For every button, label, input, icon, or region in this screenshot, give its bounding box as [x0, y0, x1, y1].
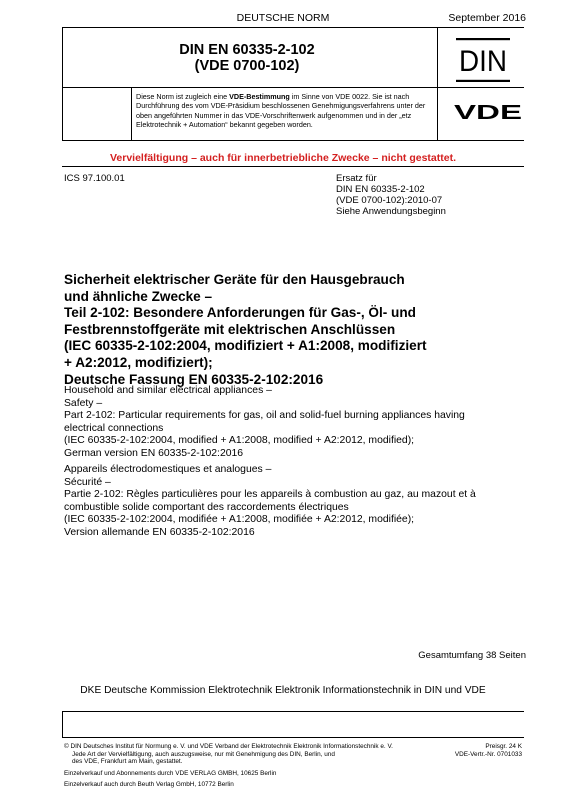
title-en-line: electrical connections [64, 422, 164, 434]
reproduction-notice: Vervielfältigung – auch für innerbetriebliche Zwecke – nicht gestattet. [109, 152, 456, 164]
title-fr-line: Version allemande EN 60335-2-102:2016 [64, 526, 255, 538]
copyright-line: © DIN Deutsches Institut für Normung e. V. und VDE Verband der Elektrotechnik Elektronik Informationstechnik e. V. [64, 743, 393, 750]
dke-committee: DKE Deutsche Kommission Elektrotechnik Elektronik Informationstechnik in DIN und VDE [80, 685, 486, 696]
left-footer-frame-line [62, 711, 63, 737]
title-de-line: Sicherheit elektrischer Geräte für den Hausgebrauch [64, 272, 405, 287]
title-fr-line: combustible solide comportant des raccordements électriques [64, 501, 349, 513]
title-de-line: + A2:2012, modifiziert); [64, 354, 213, 370]
title-de-line: Teil 2-102: Besondere Anforderungen für Gas-, Öl- und [64, 305, 416, 321]
note-bold: VDE-Bestimmung [229, 92, 290, 101]
standard-title [62, 42, 432, 74]
title-de-line: Festbrennstoffgeräte mit elektrischen Anschlüssen [64, 321, 396, 337]
document-type: DEUTSCHE NORM [236, 12, 330, 24]
title-en-line: Safety – [64, 397, 103, 409]
logo-divider [437, 27, 438, 140]
title-en-line: Part 2-102: Particular requirements for gas, oil and solid-fuel burning appliances having [64, 410, 465, 422]
copyright-line: Jede Art der Vervielfältigung, auch auszugsweise, nur mit Genehmigung des DIN, Berlin, und [72, 750, 335, 758]
title-english [64, 385, 534, 461]
vde-logo [452, 102, 524, 122]
top-rule [62, 27, 524, 28]
replacement-label: Ersatz für [336, 173, 377, 184]
vde-number: (VDE 0700-102) [194, 58, 300, 74]
title-de-line: Deutsche Fassung EN 60335-2-102:2016 [64, 371, 324, 387]
copyright-line: des VDE, Frankfurt am Main, gestattet. [72, 758, 183, 766]
copyright-block [64, 743, 444, 766]
title-de-line: und ähnliche Zwecke – [64, 288, 213, 304]
sales-line-beuth: Einzelverkauf auch durch Beuth Verlag GmbH, 10772 Berlin [64, 781, 234, 788]
price-group: Preisgr. 24 K [485, 743, 522, 750]
notice-rule [62, 166, 524, 167]
price-block [455, 743, 522, 758]
vde-order-number: VDE-Vertr.-Nr. 0701033 [454, 750, 522, 758]
application-start: Siehe Anwendungsbeginn [336, 206, 446, 217]
replaced-standard: DIN EN 60335-2-102 [336, 184, 425, 195]
note-rest: im Sinne von VDE 0022. Sie ist nach Durchführung des vom VDE-Präsidium beschlossenen Genehmigungsverfahrens unter der oben angeführten Nummer in das VDE-Vorschriftenwerk aufgenommen und in der „etz Elektrotechnik + Automation“ bekannt gegeben worden. [136, 92, 426, 130]
note-rule [62, 140, 524, 141]
title-fr-line: Partie 2-102: Règles particulières pour les appareils à combustion au gaz, au mazout et à [64, 489, 476, 501]
title-fr-line: (IEC 60335-2-102:2004, modifiée + A1:2008, modifiée + A2:2012, modifiée); [64, 514, 415, 526]
ics-code: ICS 97.100.01 [64, 173, 125, 184]
sales-line-vde: Einzelverkauf und Abonnements durch VDE VERLAG GMBH, 10625 Berlin [64, 770, 277, 777]
title-french [64, 464, 534, 540]
standard-number: DIN EN 60335-2-102 [179, 42, 315, 58]
svg-text:DIN: DIN [459, 45, 507, 78]
title-german [64, 272, 524, 388]
total-pages: Gesamtumfang 38 Seiten [418, 650, 526, 661]
dke-rule [62, 711, 524, 712]
vde-regulation-note [136, 92, 432, 130]
title-en-line: Household and similar electrical appliances – [64, 385, 272, 396]
title-fr-line: Appareils électrodomestiques et analogues – [64, 464, 272, 475]
publication-date: September 2016 [448, 12, 526, 24]
replaced-vde: (VDE 0700-102):2010-07 [336, 195, 443, 206]
title-en-line: German version EN 60335-2-102:2016 [64, 447, 244, 459]
title-de-line: (IEC 60335-2-102:2004, modifiziert + A1:2008, modifiziert [64, 338, 427, 354]
title-fr-line: Sécurité – [64, 476, 111, 488]
note-left-divider [131, 87, 132, 140]
din-logo [455, 38, 511, 82]
note-prefix: Diese Norm ist zugleich eine [136, 92, 230, 101]
title-en-line: (IEC 60335-2-102:2004, modified + A1:2008, modified + A2:2012, modified); [64, 435, 415, 447]
footer-rule [62, 737, 524, 738]
replacement-info [336, 173, 446, 217]
svg-text:VDE: VDE [454, 102, 522, 122]
